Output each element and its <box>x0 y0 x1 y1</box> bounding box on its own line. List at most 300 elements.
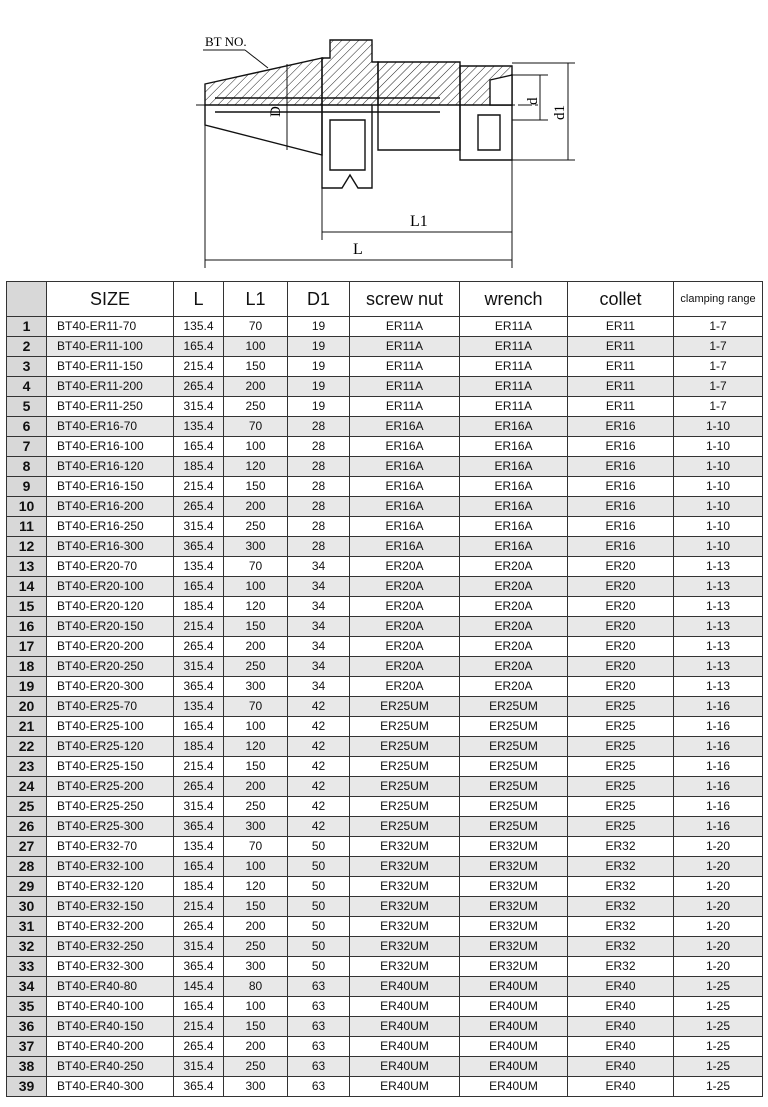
header-wrench: wrench <box>460 282 568 317</box>
diameter-D1-cell: 63 <box>288 1017 350 1037</box>
screw-nut-cell: ER32UM <box>350 917 460 937</box>
screw-nut-cell: ER16A <box>350 497 460 517</box>
table-row <box>7 837 763 857</box>
collet-cell: ER25 <box>568 777 674 797</box>
table-row <box>7 957 763 977</box>
length-L1-cell: 70 <box>224 557 288 577</box>
table-row <box>7 477 763 497</box>
length-L1-cell: 70 <box>224 837 288 857</box>
collet-cell: ER20 <box>568 617 674 637</box>
wrench-cell: ER40UM <box>460 1017 568 1037</box>
diameter-D1-cell: 63 <box>288 1077 350 1097</box>
size-cell: BT40-ER40-250 <box>47 1057 174 1077</box>
diameter-D1-cell: 42 <box>288 817 350 837</box>
size-cell: BT40-ER11-200 <box>47 377 174 397</box>
table-row <box>7 557 763 577</box>
length-L1-cell: 200 <box>224 377 288 397</box>
size-cell: BT40-ER32-120 <box>47 877 174 897</box>
screw-nut-cell: ER25UM <box>350 777 460 797</box>
clamping-range-cell: 1-16 <box>674 777 763 797</box>
clamping-range-cell: 1-13 <box>674 557 763 577</box>
row-index-cell: 30 <box>7 897 47 917</box>
collet-cell: ER11 <box>568 337 674 357</box>
row-index-cell: 23 <box>7 757 47 777</box>
collet-cell: ER16 <box>568 517 674 537</box>
diameter-D1-cell: 50 <box>288 897 350 917</box>
bt-number-label: BT NO. <box>205 34 247 49</box>
diameter-D1-cell: 28 <box>288 517 350 537</box>
wrench-cell: ER25UM <box>460 737 568 757</box>
size-cell: BT40-ER32-70 <box>47 837 174 857</box>
wrench-cell: ER20A <box>460 677 568 697</box>
size-cell: BT40-ER25-100 <box>47 717 174 737</box>
clamping-range-cell: 1-20 <box>674 857 763 877</box>
header-L1: L1 <box>224 282 288 317</box>
clamping-range-cell: 1-13 <box>674 637 763 657</box>
row-index-cell: 21 <box>7 717 47 737</box>
size-cell: BT40-ER11-100 <box>47 337 174 357</box>
length-L1-cell: 200 <box>224 497 288 517</box>
row-index-cell: 11 <box>7 517 47 537</box>
diameter-D1-cell: 42 <box>288 717 350 737</box>
length-L1-cell: 150 <box>224 357 288 377</box>
size-cell: BT40-ER25-200 <box>47 777 174 797</box>
wrench-cell: ER16A <box>460 537 568 557</box>
diameter-D1-cell: 34 <box>288 677 350 697</box>
table-row <box>7 917 763 937</box>
clamping-range-cell: 1-16 <box>674 757 763 777</box>
wrench-cell: ER16A <box>460 517 568 537</box>
table-row <box>7 617 763 637</box>
wrench-cell: ER16A <box>460 417 568 437</box>
length-L-cell: 145.4 <box>174 977 224 997</box>
diameter-D1-cell: 34 <box>288 617 350 637</box>
dimension-D-label: D <box>268 106 284 117</box>
row-index-cell: 10 <box>7 497 47 517</box>
screw-nut-cell: ER32UM <box>350 877 460 897</box>
length-L-cell: 265.4 <box>174 777 224 797</box>
wrench-cell: ER40UM <box>460 1057 568 1077</box>
dimension-d-label: d <box>525 97 541 105</box>
size-cell: BT40-ER16-70 <box>47 417 174 437</box>
clamping-range-cell: 1-10 <box>674 537 763 557</box>
table-row <box>7 337 763 357</box>
screw-nut-cell: ER11A <box>350 317 460 337</box>
length-L-cell: 165.4 <box>174 997 224 1017</box>
length-L1-cell: 100 <box>224 717 288 737</box>
diameter-D1-cell: 34 <box>288 577 350 597</box>
collet-cell: ER20 <box>568 577 674 597</box>
row-index-cell: 17 <box>7 637 47 657</box>
size-cell: BT40-ER20-100 <box>47 577 174 597</box>
wrench-cell: ER16A <box>460 497 568 517</box>
size-cell: BT40-ER11-150 <box>47 357 174 377</box>
row-index-cell: 38 <box>7 1057 47 1077</box>
size-cell: BT40-ER32-100 <box>47 857 174 877</box>
clamping-range-cell: 1-16 <box>674 697 763 717</box>
table-row <box>7 997 763 1017</box>
size-cell: BT40-ER40-200 <box>47 1037 174 1057</box>
size-cell: BT40-ER16-150 <box>47 477 174 497</box>
size-cell: BT40-ER20-150 <box>47 617 174 637</box>
collet-cell: ER25 <box>568 697 674 717</box>
length-L-cell: 215.4 <box>174 477 224 497</box>
screw-nut-cell: ER20A <box>350 617 460 637</box>
collet-cell: ER40 <box>568 977 674 997</box>
diameter-D1-cell: 50 <box>288 917 350 937</box>
length-L-cell: 315.4 <box>174 517 224 537</box>
length-L1-cell: 250 <box>224 797 288 817</box>
collet-cell: ER32 <box>568 857 674 877</box>
clamping-range-cell: 1-16 <box>674 797 763 817</box>
table-row <box>7 1037 763 1057</box>
length-L-cell: 215.4 <box>174 617 224 637</box>
table-row <box>7 697 763 717</box>
diameter-D1-cell: 28 <box>288 497 350 517</box>
size-cell: BT40-ER40-300 <box>47 1077 174 1097</box>
diameter-D1-cell: 19 <box>288 337 350 357</box>
table-row <box>7 437 763 457</box>
dimension-L-label: L <box>353 241 363 258</box>
screw-nut-cell: ER40UM <box>350 1037 460 1057</box>
size-cell: BT40-ER11-70 <box>47 317 174 337</box>
collet-cell: ER20 <box>568 597 674 617</box>
diameter-D1-cell: 63 <box>288 1037 350 1057</box>
table-row <box>7 857 763 877</box>
wrench-cell: ER40UM <box>460 1077 568 1097</box>
length-L1-cell: 70 <box>224 317 288 337</box>
row-index-cell: 22 <box>7 737 47 757</box>
length-L1-cell: 100 <box>224 577 288 597</box>
wrench-cell: ER11A <box>460 337 568 357</box>
clamping-range-cell: 1-25 <box>674 1057 763 1077</box>
wrench-cell: ER20A <box>460 577 568 597</box>
wrench-cell: ER20A <box>460 557 568 577</box>
collet-cell: ER40 <box>568 997 674 1017</box>
screw-nut-cell: ER20A <box>350 657 460 677</box>
collet-cell: ER40 <box>568 1077 674 1097</box>
clamping-range-cell: 1-10 <box>674 477 763 497</box>
clamping-range-cell: 1-10 <box>674 437 763 457</box>
collet-cell: ER20 <box>568 637 674 657</box>
wrench-cell: ER11A <box>460 377 568 397</box>
length-L1-cell: 200 <box>224 637 288 657</box>
collet-cell: ER25 <box>568 757 674 777</box>
screw-nut-cell: ER40UM <box>350 997 460 1017</box>
wrench-cell: ER25UM <box>460 817 568 837</box>
clamping-range-cell: 1-13 <box>674 597 763 617</box>
screw-nut-cell: ER11A <box>350 337 460 357</box>
length-L-cell: 265.4 <box>174 497 224 517</box>
collet-cell: ER25 <box>568 717 674 737</box>
collet-cell: ER16 <box>568 497 674 517</box>
row-index-cell: 25 <box>7 797 47 817</box>
collet-cell: ER11 <box>568 377 674 397</box>
clamping-range-cell: 1-13 <box>674 577 763 597</box>
table-row <box>7 457 763 477</box>
size-cell: BT40-ER40-100 <box>47 997 174 1017</box>
diameter-D1-cell: 63 <box>288 977 350 997</box>
length-L-cell: 135.4 <box>174 417 224 437</box>
clamping-range-cell: 1-16 <box>674 717 763 737</box>
collet-cell: ER25 <box>568 737 674 757</box>
row-index-cell: 35 <box>7 997 47 1017</box>
size-cell: BT40-ER25-250 <box>47 797 174 817</box>
table-row <box>7 817 763 837</box>
size-cell: BT40-ER25-150 <box>47 757 174 777</box>
row-index-cell: 31 <box>7 917 47 937</box>
collet-cell: ER40 <box>568 1017 674 1037</box>
collet-cell: ER25 <box>568 797 674 817</box>
wrench-cell: ER11A <box>460 317 568 337</box>
size-cell: BT40-ER20-300 <box>47 677 174 697</box>
header-index <box>7 282 47 317</box>
table-row <box>7 717 763 737</box>
clamping-range-cell: 1-25 <box>674 1037 763 1057</box>
row-index-cell: 28 <box>7 857 47 877</box>
collet-cell: ER40 <box>568 1057 674 1077</box>
length-L-cell: 265.4 <box>174 1037 224 1057</box>
row-index-cell: 15 <box>7 597 47 617</box>
size-cell: BT40-ER20-200 <box>47 637 174 657</box>
clamping-range-cell: 1-20 <box>674 837 763 857</box>
clamping-range-cell: 1-25 <box>674 1077 763 1097</box>
screw-nut-cell: ER25UM <box>350 757 460 777</box>
diameter-D1-cell: 50 <box>288 877 350 897</box>
table-row <box>7 417 763 437</box>
length-L1-cell: 200 <box>224 1037 288 1057</box>
screw-nut-cell: ER11A <box>350 377 460 397</box>
wrench-cell: ER20A <box>460 657 568 677</box>
row-index-cell: 27 <box>7 837 47 857</box>
row-index-cell: 6 <box>7 417 47 437</box>
table-row <box>7 577 763 597</box>
diameter-D1-cell: 19 <box>288 397 350 417</box>
wrench-cell: ER25UM <box>460 717 568 737</box>
clamping-range-cell: 1-20 <box>674 957 763 977</box>
collet-cell: ER40 <box>568 1037 674 1057</box>
wrench-cell: ER16A <box>460 457 568 477</box>
length-L-cell: 165.4 <box>174 717 224 737</box>
size-cell: BT40-ER32-150 <box>47 897 174 917</box>
diameter-D1-cell: 42 <box>288 757 350 777</box>
wrench-cell: ER11A <box>460 357 568 377</box>
row-index-cell: 24 <box>7 777 47 797</box>
wrench-cell: ER40UM <box>460 997 568 1017</box>
diameter-D1-cell: 50 <box>288 957 350 977</box>
length-L-cell: 185.4 <box>174 457 224 477</box>
row-index-cell: 29 <box>7 877 47 897</box>
row-index-cell: 1 <box>7 317 47 337</box>
wrench-cell: ER25UM <box>460 797 568 817</box>
table-row <box>7 777 763 797</box>
screw-nut-cell: ER32UM <box>350 957 460 977</box>
length-L-cell: 215.4 <box>174 897 224 917</box>
length-L1-cell: 250 <box>224 657 288 677</box>
length-L-cell: 365.4 <box>174 677 224 697</box>
length-L1-cell: 250 <box>224 1057 288 1077</box>
length-L-cell: 265.4 <box>174 637 224 657</box>
size-cell: BT40-ER16-250 <box>47 517 174 537</box>
row-index-cell: 33 <box>7 957 47 977</box>
wrench-cell: ER32UM <box>460 837 568 857</box>
table-row <box>7 897 763 917</box>
collet-cell: ER32 <box>568 937 674 957</box>
diameter-D1-cell: 19 <box>288 357 350 377</box>
screw-nut-cell: ER40UM <box>350 1017 460 1037</box>
size-cell: BT40-ER20-70 <box>47 557 174 577</box>
table-row <box>7 357 763 377</box>
screw-nut-cell: ER11A <box>350 357 460 377</box>
table-row <box>7 757 763 777</box>
table-header-row <box>7 282 763 317</box>
length-L1-cell: 70 <box>224 697 288 717</box>
clamping-range-cell: 1-13 <box>674 657 763 677</box>
diameter-D1-cell: 50 <box>288 857 350 877</box>
table-row <box>7 517 763 537</box>
length-L-cell: 135.4 <box>174 837 224 857</box>
length-L-cell: 215.4 <box>174 357 224 377</box>
table-body <box>7 317 763 1097</box>
diameter-D1-cell: 28 <box>288 537 350 557</box>
length-L-cell: 365.4 <box>174 957 224 977</box>
clamping-range-cell: 1-10 <box>674 457 763 477</box>
bt-leader-arrow <box>245 50 268 68</box>
collet-cell: ER32 <box>568 877 674 897</box>
length-L-cell: 165.4 <box>174 857 224 877</box>
screw-nut-cell: ER32UM <box>350 837 460 857</box>
wrench-cell: ER25UM <box>460 757 568 777</box>
length-L-cell: 185.4 <box>174 597 224 617</box>
table-row <box>7 597 763 617</box>
screw-nut-cell: ER40UM <box>350 1077 460 1097</box>
table-row <box>7 497 763 517</box>
header-L: L <box>174 282 224 317</box>
screw-nut-cell: ER20A <box>350 637 460 657</box>
table-row <box>7 1057 763 1077</box>
length-L1-cell: 300 <box>224 1077 288 1097</box>
clamping-range-cell: 1-13 <box>674 677 763 697</box>
dimension-d1-label: d1 <box>552 105 568 120</box>
row-index-cell: 37 <box>7 1037 47 1057</box>
length-L-cell: 135.4 <box>174 317 224 337</box>
wrench-cell: ER32UM <box>460 897 568 917</box>
collet-cell: ER16 <box>568 457 674 477</box>
screw-nut-cell: ER32UM <box>350 937 460 957</box>
screw-nut-cell: ER25UM <box>350 697 460 717</box>
clamping-range-cell: 1-10 <box>674 517 763 537</box>
screw-nut-cell: ER25UM <box>350 737 460 757</box>
clamping-range-cell: 1-16 <box>674 737 763 757</box>
screw-nut-cell: ER20A <box>350 557 460 577</box>
length-L-cell: 265.4 <box>174 917 224 937</box>
length-L1-cell: 200 <box>224 777 288 797</box>
length-L1-cell: 120 <box>224 597 288 617</box>
row-index-cell: 9 <box>7 477 47 497</box>
row-index-cell: 5 <box>7 397 47 417</box>
length-L-cell: 165.4 <box>174 437 224 457</box>
wrench-cell: ER20A <box>460 597 568 617</box>
diameter-D1-cell: 28 <box>288 457 350 477</box>
collet-cell: ER32 <box>568 897 674 917</box>
wrench-cell: ER20A <box>460 637 568 657</box>
length-L-cell: 185.4 <box>174 877 224 897</box>
header-collet: collet <box>568 282 674 317</box>
wrench-cell: ER32UM <box>460 957 568 977</box>
diameter-D1-cell: 50 <box>288 837 350 857</box>
screw-nut-cell: ER16A <box>350 517 460 537</box>
length-L-cell: 185.4 <box>174 737 224 757</box>
clamping-range-cell: 1-25 <box>674 977 763 997</box>
diameter-D1-cell: 63 <box>288 1057 350 1077</box>
diameter-D1-cell: 42 <box>288 777 350 797</box>
table-row <box>7 937 763 957</box>
diameter-D1-cell: 28 <box>288 437 350 457</box>
screw-nut-cell: ER40UM <box>350 1057 460 1077</box>
wrench-cell: ER20A <box>460 617 568 637</box>
table-row <box>7 737 763 757</box>
table-row <box>7 317 763 337</box>
length-L-cell: 315.4 <box>174 797 224 817</box>
screw-nut-cell: ER16A <box>350 417 460 437</box>
wrench-cell: ER32UM <box>460 857 568 877</box>
clamping-range-cell: 1-25 <box>674 1017 763 1037</box>
size-cell: BT40-ER40-150 <box>47 1017 174 1037</box>
header-size: SIZE <box>47 282 174 317</box>
size-cell: BT40-ER32-300 <box>47 957 174 977</box>
length-L-cell: 365.4 <box>174 817 224 837</box>
length-L1-cell: 300 <box>224 817 288 837</box>
clamping-range-cell: 1-20 <box>674 877 763 897</box>
clamping-range-cell: 1-7 <box>674 317 763 337</box>
length-L-cell: 315.4 <box>174 657 224 677</box>
collet-cell: ER20 <box>568 677 674 697</box>
clamping-range-cell: 1-10 <box>674 417 763 437</box>
size-cell: BT40-ER25-300 <box>47 817 174 837</box>
size-cell: BT40-ER16-300 <box>47 537 174 557</box>
dimension-L1-label: L1 <box>410 213 428 230</box>
wrench-cell: ER25UM <box>460 777 568 797</box>
diameter-D1-cell: 63 <box>288 997 350 1017</box>
length-L1-cell: 100 <box>224 437 288 457</box>
clamping-range-cell: 1-10 <box>674 497 763 517</box>
table-row <box>7 397 763 417</box>
wrench-cell: ER16A <box>460 437 568 457</box>
collet-cell: ER16 <box>568 417 674 437</box>
length-L1-cell: 150 <box>224 897 288 917</box>
length-L1-cell: 300 <box>224 537 288 557</box>
length-L-cell: 215.4 <box>174 757 224 777</box>
table-row <box>7 977 763 997</box>
collet-cell: ER32 <box>568 957 674 977</box>
clamping-range-cell: 1-20 <box>674 937 763 957</box>
row-index-cell: 13 <box>7 557 47 577</box>
collet-cell: ER11 <box>568 397 674 417</box>
screw-nut-cell: ER25UM <box>350 817 460 837</box>
screw-nut-cell: ER25UM <box>350 797 460 817</box>
row-index-cell: 3 <box>7 357 47 377</box>
length-L1-cell: 120 <box>224 877 288 897</box>
screw-nut-cell: ER16A <box>350 477 460 497</box>
row-index-cell: 26 <box>7 817 47 837</box>
length-L1-cell: 100 <box>224 997 288 1017</box>
diameter-D1-cell: 28 <box>288 477 350 497</box>
collet-cell: ER11 <box>568 357 674 377</box>
length-L-cell: 315.4 <box>174 937 224 957</box>
screw-nut-cell: ER16A <box>350 537 460 557</box>
length-L-cell: 135.4 <box>174 697 224 717</box>
table-row <box>7 657 763 677</box>
